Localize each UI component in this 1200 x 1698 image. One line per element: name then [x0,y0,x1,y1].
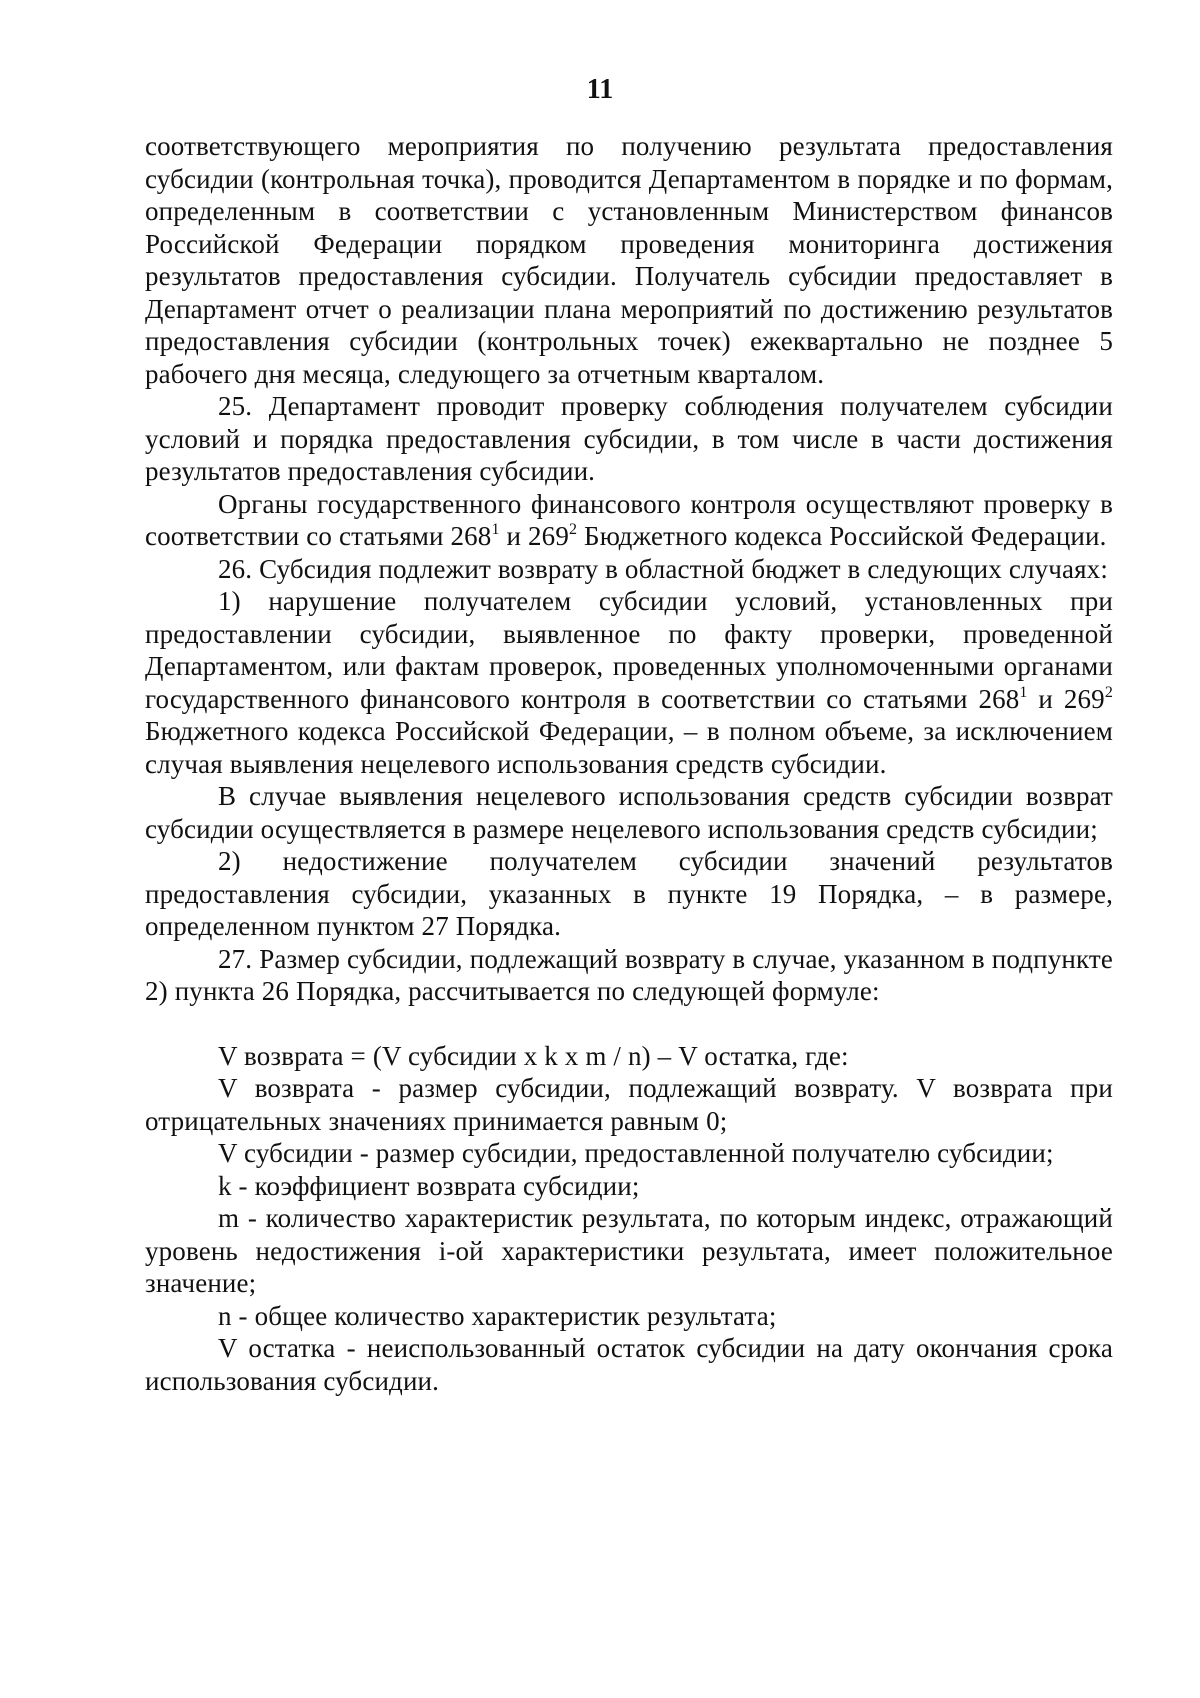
definition-v-remainder: V остатка - неиспользованный остаток субсидии на дату окончания срока использования субсидии. [145,1333,1113,1396]
superscript: 1 [491,521,500,538]
superscript: 2 [1104,683,1113,701]
document-body [145,130,1113,1397]
paragraph-26: 26. Субсидия подлежит возврату в областной бюджет в следующих случаях: [218,553,1108,584]
definition-m: m - количество характеристик результата, по которым индекс, отражающий уровень недостижения i-ой характеристики результата, имеет положительное значение; [145,1203,1113,1298]
paragraph-25: 25. Департамент проводит проверку соблюдения получателем субсидии условий и порядка предоставления субсидии, в том числе в части достижения результатов предоставления субсидии. [145,391,1113,486]
page-number: 11 [586,74,614,105]
paragraph-continuation: соответствующего мероприятия по получению результата предоставления субсидии (контрольная точка), проводится Департаментом в порядке и по формам, определенным в соответствии с установленным Министерством финансов Российской Федерации порядком проведения мониторинга достижения результатов предоставления субсидии. Получатель субсидии предоставляет в Департамент отчет о реализации плана мероприятий по достижению результатов предоставления субсидии (контрольных точек) ежеквартально не позднее 5 рабочего дня месяца, следующего за отчетным кварталом. [145,131,1113,389]
definition-v-subsidy: V субсидии - размер субсидии, предоставленной получателю субсидии; [218,1138,1054,1168]
paragraph-financial-control: Органы государственного финансового контроля осуществляют проверку в соответствии со статьями $268^1$ и $269^2$ Бюджетного кодекса Российской Федерации. [145,488,1113,551]
paragraph-26-item-1: 1) нарушение получателем субсидии условий, установленных при предоставлении субсидии, выявленное по факту проверки, проведенной Департаментом, или фактам проверок, проведенных уполномоченными органами государственного финансового контроля в соответствии со статьями $268^1$ и $269^2$ Бюджетного кодекса Российской Федерации, – в полном объеме, за исключением случая выявления нецелевого использования средств субсидии. [145,586,1113,779]
paragraph-26-item-2: 2) недостижение получателем субсидии значений результатов предоставления субсидии, указанных в пункте 19 Порядка, – в размере, определенном пунктом 27 Порядка. [145,846,1113,941]
definition-k: k - коэффициент возврата субсидии; [218,1170,640,1201]
paragraph-misuse-case: В случае выявления нецелевого использования средств субсидии возврат субсидии осуществляется в размере нецелевого использования средств субсидии; [145,781,1113,844]
formula: V возврата = (V субсидии x k x m / n) – V остатка, где: [218,1040,849,1071]
definition-v-return: V возврата - размер субсидии, подлежащий возврату. V возврата при отрицательных значениях принимается равным 0; [145,1073,1113,1136]
superscript: 1 [1019,683,1028,701]
definition-n: n - общее количество характеристик результата; [218,1300,777,1331]
superscript: 2 [568,521,578,538]
paragraph-27: 27. Размер субсидии, подлежащий возврату в случае, указанном в подпункте 2) пункта 26 Порядка, рассчитывается по следующей формуле: [145,943,1113,1006]
